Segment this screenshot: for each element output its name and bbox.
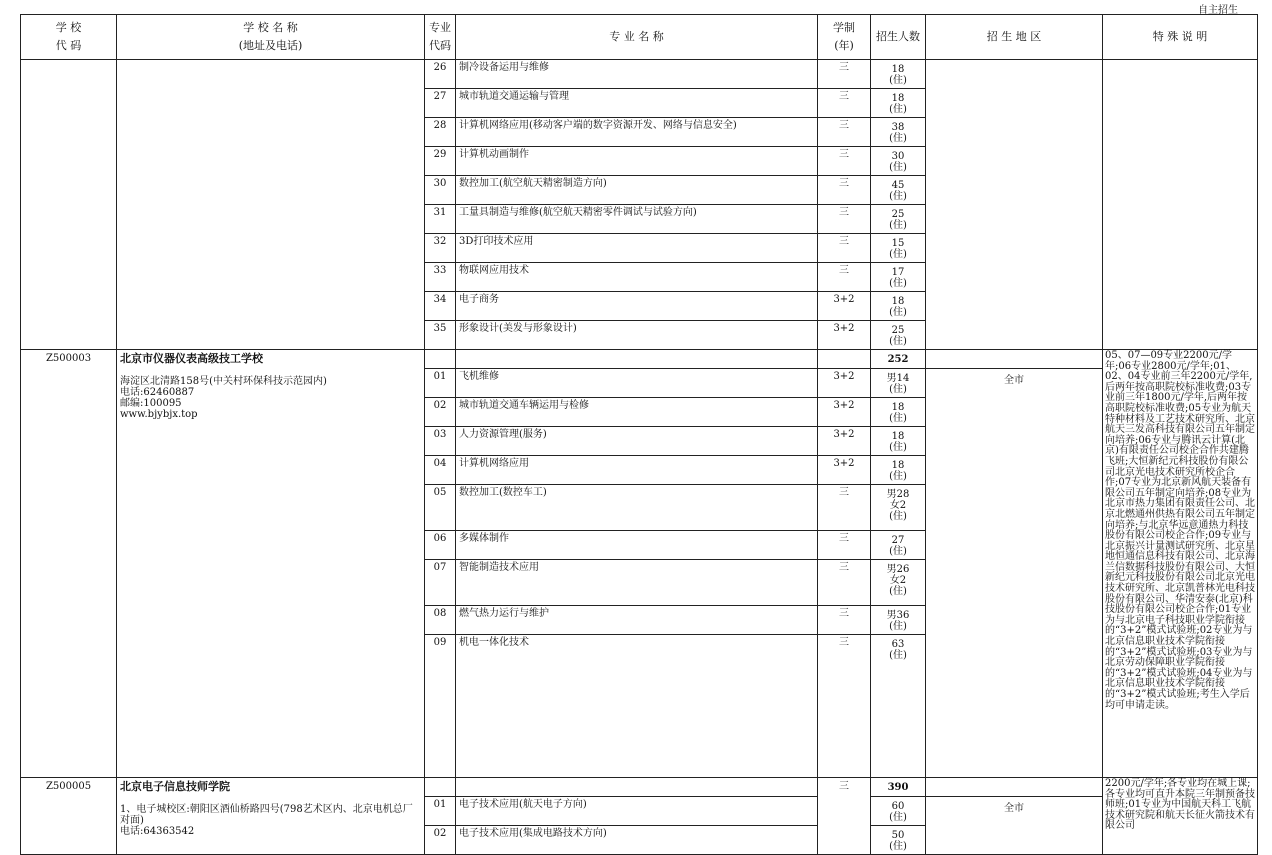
duration-text: 三 xyxy=(839,120,849,131)
major-code xyxy=(425,427,456,456)
major-name-text: 城市轨道交通运输与管理 xyxy=(459,91,569,102)
duration-text: 3+2 xyxy=(833,458,855,469)
address-line: 电话:64363542 xyxy=(120,826,195,837)
duration-text: 三 xyxy=(839,265,849,276)
enrollment xyxy=(871,205,926,234)
enrollment-line: (住) xyxy=(889,621,907,632)
enrollment xyxy=(871,234,926,263)
major-code xyxy=(425,205,456,234)
enrollment-line: 38 xyxy=(891,122,905,133)
major-name xyxy=(456,531,818,560)
major-name-text: 电子技术应用(航天电子方向) xyxy=(459,799,587,810)
duration-text: 三 xyxy=(839,637,849,648)
col-enrollment: 招生人数 xyxy=(871,15,926,60)
enrollment-line: (住) xyxy=(889,841,907,852)
admissions-table xyxy=(20,14,1258,855)
enrollment xyxy=(871,118,926,147)
header-row xyxy=(21,15,1258,60)
major-code-text: 34 xyxy=(433,294,447,305)
address-line: 邮编:100095 xyxy=(120,398,182,409)
duration-text: 3+2 xyxy=(833,400,855,411)
major-name xyxy=(456,456,818,485)
enrollment-line: (住) xyxy=(889,586,907,597)
major-name xyxy=(456,826,818,855)
duration-text: 三 xyxy=(839,487,849,498)
enrollment xyxy=(871,797,926,826)
major-code xyxy=(425,456,456,485)
enrollment xyxy=(871,456,926,485)
major-name xyxy=(456,89,818,118)
duration xyxy=(818,635,871,778)
major-name-text: 3D打印技术应用 xyxy=(459,236,534,247)
enrollment-line: 25 xyxy=(891,325,905,336)
major-code xyxy=(425,292,456,321)
major-code xyxy=(425,606,456,635)
col-major-code: 专业 代码 xyxy=(425,15,456,60)
school-row xyxy=(21,350,1258,369)
enrollment-line: (住) xyxy=(889,471,907,482)
enrollment-line: (住) xyxy=(889,812,907,823)
major-code-text: 33 xyxy=(433,265,447,276)
enrollment xyxy=(871,60,926,89)
enrollment-line: 17 xyxy=(891,267,905,278)
major-name-text: 城市轨道交通车辆运用与检修 xyxy=(459,400,589,411)
major-code-text: 32 xyxy=(433,236,447,247)
duration xyxy=(818,369,871,398)
major-name-text: 飞机维修 xyxy=(459,371,499,382)
enrollment xyxy=(871,560,926,606)
duration xyxy=(818,234,871,263)
major-code xyxy=(425,350,456,369)
col-school-name: 学 校 名 称 (地址及电话) xyxy=(117,15,425,60)
special-notes xyxy=(1103,778,1258,855)
school-name: 北京市仪器仪表高级技工学校 xyxy=(120,352,263,365)
col-region: 招 生 地 区 xyxy=(926,15,1103,60)
enrollment-line: (住) xyxy=(889,220,907,231)
prev-school-code xyxy=(21,60,117,350)
duration xyxy=(818,89,871,118)
region xyxy=(926,350,1103,369)
major-code-text: 31 xyxy=(433,207,447,218)
enrollment xyxy=(871,263,926,292)
notes-text: 2200元/学年;各专业均在城上课;各专业均可直升本院三年制预备技师班;01专业为中国航天科工飞航技术研究院和航天长征火箭技术有限公司 xyxy=(1105,778,1255,832)
region-text: 全市 xyxy=(1004,803,1024,814)
major-code-text: 28 xyxy=(433,120,447,131)
major-name xyxy=(456,635,818,778)
address-line: 电话:62460887 xyxy=(120,387,195,398)
enrollment-line: 男14 xyxy=(886,373,910,384)
enrollment-line: 18 xyxy=(891,431,905,442)
duration-text: 三 xyxy=(839,207,849,218)
enrollment xyxy=(871,606,926,635)
major-code-text: 27 xyxy=(433,91,447,102)
major-code xyxy=(425,778,456,797)
major-code-text: 02 xyxy=(433,400,447,411)
enrollment-line: (住) xyxy=(889,307,907,318)
enrollment xyxy=(871,398,926,427)
major-code xyxy=(425,263,456,292)
major-code xyxy=(425,147,456,176)
major-code-text: 03 xyxy=(433,429,447,440)
major-code-text: 35 xyxy=(433,323,447,334)
major-name xyxy=(456,60,818,89)
duration xyxy=(818,321,871,350)
duration-text: 3+2 xyxy=(833,294,855,305)
major-name xyxy=(456,606,818,635)
enrollment xyxy=(871,427,926,456)
total-text: 390 xyxy=(887,782,909,793)
major-name-text: 计算机网络应用 xyxy=(459,458,529,469)
enrollment-line: 45 xyxy=(891,180,905,191)
enrollment-line: 30 xyxy=(891,151,905,162)
prev-region xyxy=(926,60,1103,350)
major-name xyxy=(456,205,818,234)
enrollment xyxy=(871,321,926,350)
notes-text: 05、07—09专业2200元/学年;06专业2800元/学年;01、02、04专业前三年2200元/学年,后两年按高职院校标准收费;03专业前三年1800元/学年,后两年按高职院校标准收费;05专业为航天特种材料及工艺技术研究所、北京航天三发高科技有限公司五年制定向培养;06专业与腾讯云计算(北京)有限责任公司校企合作共建腾飞班;大恒新纪元科技股份有限公司北京光电技术研究所校企合作;07专业为北京新风航天装备有限公司五年制定向培养;08专业为北京市热力集团有限责任公司、北京北燃通州供热有限公司五年制定向培养;与北京华远意通热力科技股份有限公司校企合作;09专业与北京振兴计量测试研究所、北京星地恒通信息科技有限公司、北京海兰信数据科技股份有限公司、大恒新纪元科技股份有限公司北京光电技术研究所、北京凯普林光电科技股份有限公司、华清安泰(北京)科技股份有限公司校企合作;01专业为与北京电子科技职业学院衔接的“3+2”模式试验班;02专业为与北京信息职业技术学院衔接的“3+2”模式试验班;03专业为与北京劳动保障职业学院衔接的“3+2”模式试验班;04专业为与北京信息职业技术学院衔接的“3+2”模式试验班;考生入学后均可申请走读。 xyxy=(1105,350,1255,711)
enrollment-line: (住) xyxy=(889,384,907,395)
major-code xyxy=(425,234,456,263)
address-line: 1、电子城校区:朝阳区酒仙桥路四号(798艺术区内、北京电机总厂对面) xyxy=(120,804,413,826)
duration-text: 三 xyxy=(839,781,849,792)
major-code-text: 05 xyxy=(433,487,447,498)
prev-notes xyxy=(1103,60,1258,350)
duration xyxy=(818,427,871,456)
enrollment-line: (住) xyxy=(889,133,907,144)
duration-text: 三 xyxy=(839,149,849,160)
enrollment-line: (住) xyxy=(889,650,907,661)
major-name-text: 数控加工(数控车工) xyxy=(459,487,547,498)
major-name-text: 燃气热力运行与维护 xyxy=(459,608,549,619)
region-text: 全市 xyxy=(1004,375,1024,386)
major-code-text: 04 xyxy=(433,458,447,469)
major-name xyxy=(456,797,818,826)
school-code-text: Z500003 xyxy=(45,353,92,364)
major-name-text: 电子商务 xyxy=(459,294,499,305)
major-name-text: 形象设计(美发与形象设计) xyxy=(459,323,577,334)
duration xyxy=(818,60,871,89)
enrollment xyxy=(871,176,926,205)
enrollment-line: (住) xyxy=(889,249,907,260)
major-name xyxy=(456,234,818,263)
enrollment xyxy=(871,485,926,531)
header-note: 自主招生 xyxy=(1198,5,1238,16)
enrollment-line: 男28 xyxy=(886,489,910,500)
duration-text: 三 xyxy=(839,91,849,102)
duration-text: 三 xyxy=(839,62,849,73)
enrollment xyxy=(871,147,926,176)
school-code-text: Z500005 xyxy=(45,781,92,792)
enrollment-line: 女2 xyxy=(889,500,907,511)
duration xyxy=(818,778,871,855)
major-code-text: 01 xyxy=(433,799,447,810)
col-school-code: 学 校 代 码 xyxy=(21,15,117,60)
school-address xyxy=(120,792,421,837)
enrollment-line: (住) xyxy=(889,511,907,522)
major-code xyxy=(425,797,456,826)
duration xyxy=(818,398,871,427)
duration xyxy=(818,176,871,205)
region xyxy=(926,797,1103,855)
duration xyxy=(818,456,871,485)
major-name-text: 计算机动画制作 xyxy=(459,149,529,160)
total-text: 252 xyxy=(887,354,909,365)
duration xyxy=(818,118,871,147)
enrollment-line: (住) xyxy=(889,278,907,289)
duration xyxy=(818,205,871,234)
enrollment-line: (住) xyxy=(889,162,907,173)
enrollment-line: 18 xyxy=(891,296,905,307)
major-code xyxy=(425,560,456,606)
major-name-text: 工量具制造与维修(航空航天精密零件调试与试验方向) xyxy=(459,207,697,218)
enrollment-line: 女2 xyxy=(889,575,907,586)
prev-school-name xyxy=(117,60,425,350)
major-code-text: 09 xyxy=(433,637,447,648)
major-name-text: 多媒体制作 xyxy=(459,533,509,544)
major-code-text: 08 xyxy=(433,608,447,619)
major-code xyxy=(425,826,456,855)
address-line: www.bjybjx.top xyxy=(120,409,198,420)
major-code xyxy=(425,89,456,118)
enrollment-line: (住) xyxy=(889,104,907,115)
duration xyxy=(818,292,871,321)
major-name-text: 数控加工(航空航天精密制造方向) xyxy=(459,178,607,189)
school-address xyxy=(120,364,421,420)
major-code xyxy=(425,176,456,205)
school-code xyxy=(21,350,117,778)
major-code xyxy=(425,398,456,427)
duration xyxy=(818,263,871,292)
major-name xyxy=(456,321,818,350)
enrollment xyxy=(871,826,926,855)
duration-text: 三 xyxy=(839,562,849,573)
major-name xyxy=(456,560,818,606)
major-code xyxy=(425,485,456,531)
major-name xyxy=(456,778,818,797)
duration-text: 三 xyxy=(839,608,849,619)
major-name-text: 机电一体化技术 xyxy=(459,637,529,648)
major-code-text: 07 xyxy=(433,562,447,573)
major-code-text: 02 xyxy=(433,828,447,839)
enrollment-line: 18 xyxy=(891,93,905,104)
major-code-text: 01 xyxy=(433,371,447,382)
enrollment-line: (住) xyxy=(889,546,907,557)
major-name xyxy=(456,369,818,398)
major-name-text: 人力资源管理(服务) xyxy=(459,429,547,440)
school-code xyxy=(21,778,117,855)
school-info xyxy=(117,350,425,778)
enrollment xyxy=(871,89,926,118)
enrollment-line: 50 xyxy=(891,830,905,841)
duration xyxy=(818,350,871,369)
total-enrollment xyxy=(871,778,926,797)
major-name xyxy=(456,398,818,427)
major-name-text: 制冷设备运用与维修 xyxy=(459,62,549,73)
col-notes: 特 殊 说 明 xyxy=(1103,15,1258,60)
school-name: 北京电子信息技师学院 xyxy=(120,780,230,793)
enrollment-line: 63 xyxy=(891,639,905,650)
major-code xyxy=(425,531,456,560)
enrollment-line: 18 xyxy=(891,402,905,413)
major-name xyxy=(456,427,818,456)
major-name xyxy=(456,176,818,205)
major-name xyxy=(456,485,818,531)
table-row xyxy=(21,60,1258,89)
region xyxy=(926,369,1103,778)
major-name xyxy=(456,147,818,176)
duration-text: 3+2 xyxy=(833,323,855,334)
major-name xyxy=(456,118,818,147)
duration xyxy=(818,485,871,531)
school-row xyxy=(21,778,1258,797)
duration xyxy=(818,147,871,176)
total-enrollment xyxy=(871,350,926,369)
enrollment-line: 18 xyxy=(891,460,905,471)
duration xyxy=(818,606,871,635)
major-code-text: 30 xyxy=(433,178,447,189)
enrollment-line: (住) xyxy=(889,336,907,347)
school-info xyxy=(117,778,425,855)
special-notes xyxy=(1103,350,1258,778)
enrollment-line: 27 xyxy=(891,535,905,546)
major-code-text: 06 xyxy=(433,533,447,544)
major-name-text: 智能制造技术应用 xyxy=(459,562,539,573)
enrollment xyxy=(871,369,926,398)
col-major-name: 专 业 名 称 xyxy=(456,15,818,60)
enrollment-line: 18 xyxy=(891,64,905,75)
major-code-text: 29 xyxy=(433,149,447,160)
major-name-text: 物联网应用技术 xyxy=(459,265,529,276)
address-line: 海淀区北清路158号(中关村环保科技示范园内) xyxy=(120,376,327,387)
enrollment-line: (住) xyxy=(889,191,907,202)
major-name xyxy=(456,263,818,292)
enrollment-line: 男36 xyxy=(886,610,910,621)
duration-text: 三 xyxy=(839,533,849,544)
enrollment-line: 25 xyxy=(891,209,905,220)
major-code xyxy=(425,60,456,89)
major-code xyxy=(425,369,456,398)
enrollment xyxy=(871,635,926,778)
major-code xyxy=(425,635,456,778)
major-code xyxy=(425,321,456,350)
duration-text: 三 xyxy=(839,236,849,247)
duration-text: 3+2 xyxy=(833,371,855,382)
major-name xyxy=(456,350,818,369)
major-name-text: 计算机网络应用(移动客户端的数字资源开发、网络与信息安全) xyxy=(459,120,737,131)
enrollment-line: 15 xyxy=(891,238,905,249)
duration xyxy=(818,560,871,606)
duration-text: 三 xyxy=(839,178,849,189)
region xyxy=(926,778,1103,797)
enrollment-line: (住) xyxy=(889,413,907,424)
major-code-text: 26 xyxy=(433,62,447,73)
major-name xyxy=(456,292,818,321)
duration-text: 3+2 xyxy=(833,429,855,440)
enrollment-line: 男26 xyxy=(886,564,910,575)
enrollment xyxy=(871,531,926,560)
col-duration: 学制 (年) xyxy=(818,15,871,60)
duration xyxy=(818,531,871,560)
enrollment-line: 60 xyxy=(891,801,905,812)
enrollment xyxy=(871,292,926,321)
enrollment-line: (住) xyxy=(889,442,907,453)
enrollment-line: (住) xyxy=(889,75,907,86)
major-name-text: 电子技术应用(集成电路技术方向) xyxy=(459,828,607,839)
major-code xyxy=(425,118,456,147)
